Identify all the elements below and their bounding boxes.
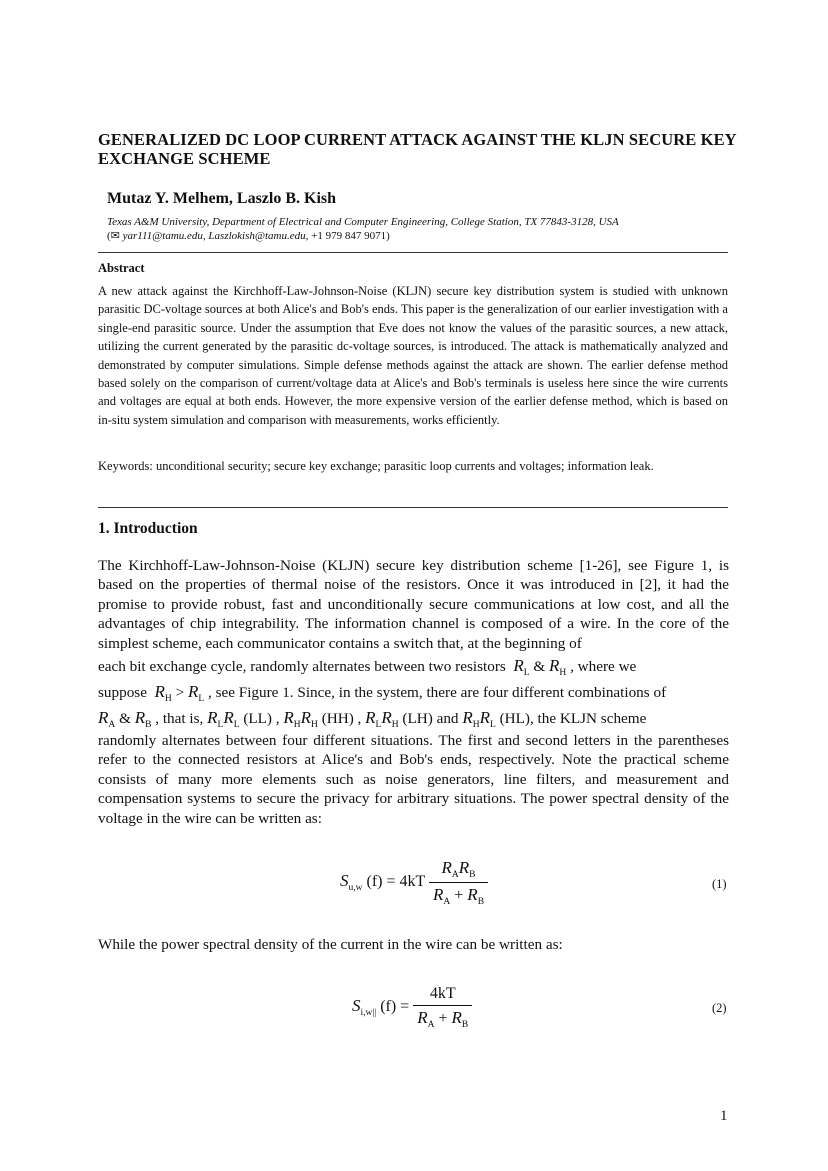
intro-paragraph-2: While the power spectral density of the current in the wire can be written as: (98, 936, 563, 953)
intro-line-combinations: $R_A$ & $R_B$ , that is, $R_LR_L$ (LL) , $R_HR_H$ (HH) , $R_LR_H$ (LH) and $R_HR_L$ (HL), the KLJN scheme (98, 708, 647, 731)
intro-text-a: The Kirchhoff-Law-Johnson-Noise (KLJN) secure key distribution scheme [1-26], see Figure 1, is based on the properties of thermal noise of the resistors. Once it was introduced in [2], it had the promise to provide robust, fast and unconditionally secure communications at low cost, and all the advantages of chip integrability. The information channel is composed of a wire. In the core of the simplest scheme, each communicator contains a switch that, at the beginning of (98, 557, 729, 652)
equation-2-number: (2) (712, 1001, 727, 1015)
equation-1: $S_{u,w}$ (f) = 4kT $\frac{R_AR_B}{R_A + R_B}$ (340, 858, 488, 907)
page-number: 1 (720, 1108, 728, 1124)
equation-1-number: (1) (712, 877, 727, 891)
intro-line-resistors: each bit exchange cycle, randomly alternates between two resistors $R_L$ & $R_H$ , where we (98, 656, 637, 679)
keywords: Keywords: unconditional security; secure key exchange; parasitic loop currents and voltages; information leak. (98, 459, 654, 473)
intro-line-suppose: suppose $R_H > R_L$ , see Figure 1. Since, in the system, there are four different combinations of (98, 682, 667, 705)
author-list: Mutaz Y. Melhem, Laszlo B. Kish (107, 190, 337, 207)
paper-title: GENERALIZED DC LOOP CURRENT ATTACK AGAINST THE KLJN SECURE KEY EXCHANGE SCHEME (98, 130, 737, 168)
intro-paragraph-1 (98, 556, 729, 828)
intro-text-b: randomly alternates between four different situations. The first and second letters in the parentheses refer to the connected resistors at Alice's and Bob's ends, respectively. Note the practical scheme consists of many more elements such as noise generators, line filters, and measurement and compensation systems to secure the privacy for arbitrary situations. The power spectral density of the voltage in the wire can be written as: (98, 732, 729, 827)
contact-line: (✉ yar111@tamu.edu, Laszlokish@tamu.edu, +1 979 847 9071) (107, 230, 390, 242)
abstract-text: A new attack against the Kirchhoff-Law-Johnson-Noise (KLJN) secure key distribution system is studied with unknown parasitic DC-voltage sources at both Alice's and Bob's ends. This paper is the generalization of our earlier investigation with a single-end parasitic source. Under the assumption that Eve does not know the values of the parasitic sources, a new attack, utilizing the current generated by the parasitic dc-voltage sources, is introduced. The attack is mathematically analyzed and demonstrated by computer simulations. Simple defense methods against the attack are shown. The earlier defense method based solely on the comparison of current/voltage data at Alice's and Bob's terminals is useless here since the wire currents and voltages are equal at both ends. However, the more expensive version of the earlier defense method, which is based on in-situ system simulation and comparison with measurements, works efficiently. (98, 284, 728, 427)
abstract-divider (98, 507, 728, 508)
header-divider (98, 252, 728, 253)
equation-2: $S_{i,w||}$ (f) = $\frac{4kT}{R_A + R_B}$ (352, 985, 472, 1030)
affiliation: Texas A&M University, Department of Electrical and Computer Engineering, College Station, TX 77843-3128, USA (107, 216, 619, 228)
envelope-icon: ✉ (110, 230, 120, 242)
abstract-heading: Abstract (98, 261, 145, 275)
section-heading: 1. Introduction (98, 520, 198, 537)
contact-phone: +1 979 847 9071) (311, 230, 390, 242)
contact-emails: yar111@tamu.edu, Laszlokish@tamu.edu, (122, 230, 309, 242)
